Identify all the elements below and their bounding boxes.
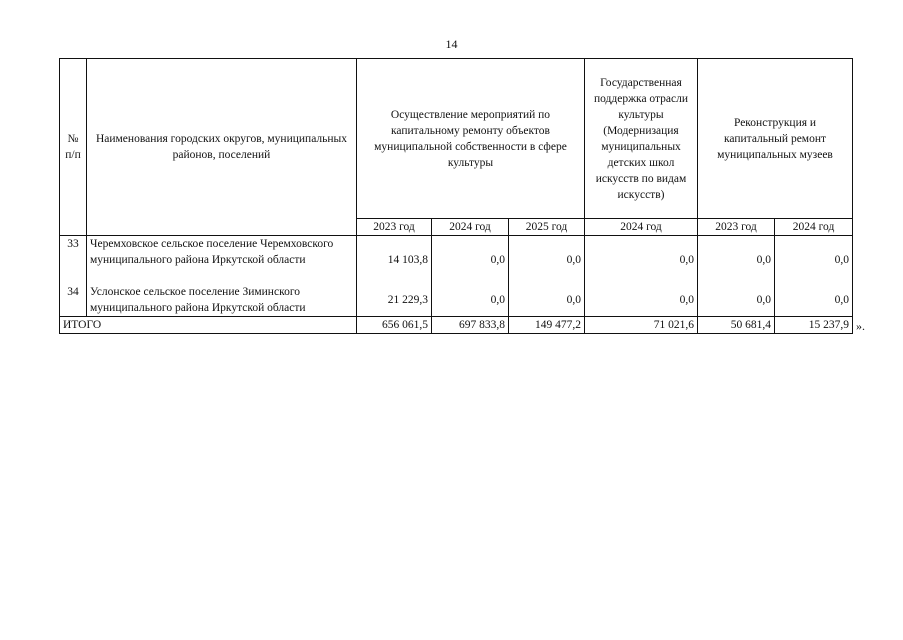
total-value: 697 833,8 <box>432 317 509 334</box>
value-cell: 21 229,3 <box>357 284 432 317</box>
budget-table <box>59 58 853 334</box>
total-value: 15 237,9 <box>775 317 853 334</box>
value-cell: 0,0 <box>585 236 698 284</box>
year-header: 2024 год <box>432 219 509 236</box>
total-row <box>60 317 853 334</box>
total-value: 656 061,5 <box>357 317 432 334</box>
value-cell: 0,0 <box>432 284 509 317</box>
value-cell: 0,0 <box>775 236 853 284</box>
value-cell: 0,0 <box>509 284 585 317</box>
header-state-support: Государственная поддержка отрасли культуры (Модернизация муниципальных детских школ искусств по видам искусств) <box>585 59 698 219</box>
row-number: 33 <box>60 236 87 284</box>
closing-quote-mark: ». <box>856 319 865 333</box>
total-label: ИТОГО <box>60 317 357 334</box>
total-value: 71 021,6 <box>585 317 698 334</box>
row-name: Черемховское сельское поселение Черемховского муниципального района Иркутской области <box>87 236 357 284</box>
page-number: 14 <box>445 37 458 51</box>
header-name: Наименования городских округов, муниципальных районов, поселений <box>87 59 357 236</box>
value-cell: 0,0 <box>432 236 509 284</box>
table-row <box>60 284 853 317</box>
total-value: 50 681,4 <box>698 317 775 334</box>
header-museums: Реконструкция и капитальный ремонт муниципальных музеев <box>698 59 853 219</box>
table-row <box>60 236 853 284</box>
value-cell: 0,0 <box>775 284 853 317</box>
row-name: Услонское сельское поселение Зиминского муниципального района Иркутской области <box>87 284 357 317</box>
total-value: 149 477,2 <box>509 317 585 334</box>
header-capital-repair: Осуществление мероприятий по капитальному ремонту объектов муниципальной собственности в сфере культуры <box>357 59 585 219</box>
year-header: 2025 год <box>509 219 585 236</box>
value-cell: 0,0 <box>698 284 775 317</box>
header-num: № п/п <box>60 59 87 236</box>
value-cell: 0,0 <box>698 236 775 284</box>
value-cell: 0,0 <box>509 236 585 284</box>
year-header: 2024 год <box>775 219 853 236</box>
row-number: 34 <box>60 284 87 317</box>
value-cell: 0,0 <box>585 284 698 317</box>
year-header: 2023 год <box>357 219 432 236</box>
value-cell: 14 103,8 <box>357 236 432 284</box>
year-header: 2024 год <box>585 219 698 236</box>
year-header: 2023 год <box>698 219 775 236</box>
